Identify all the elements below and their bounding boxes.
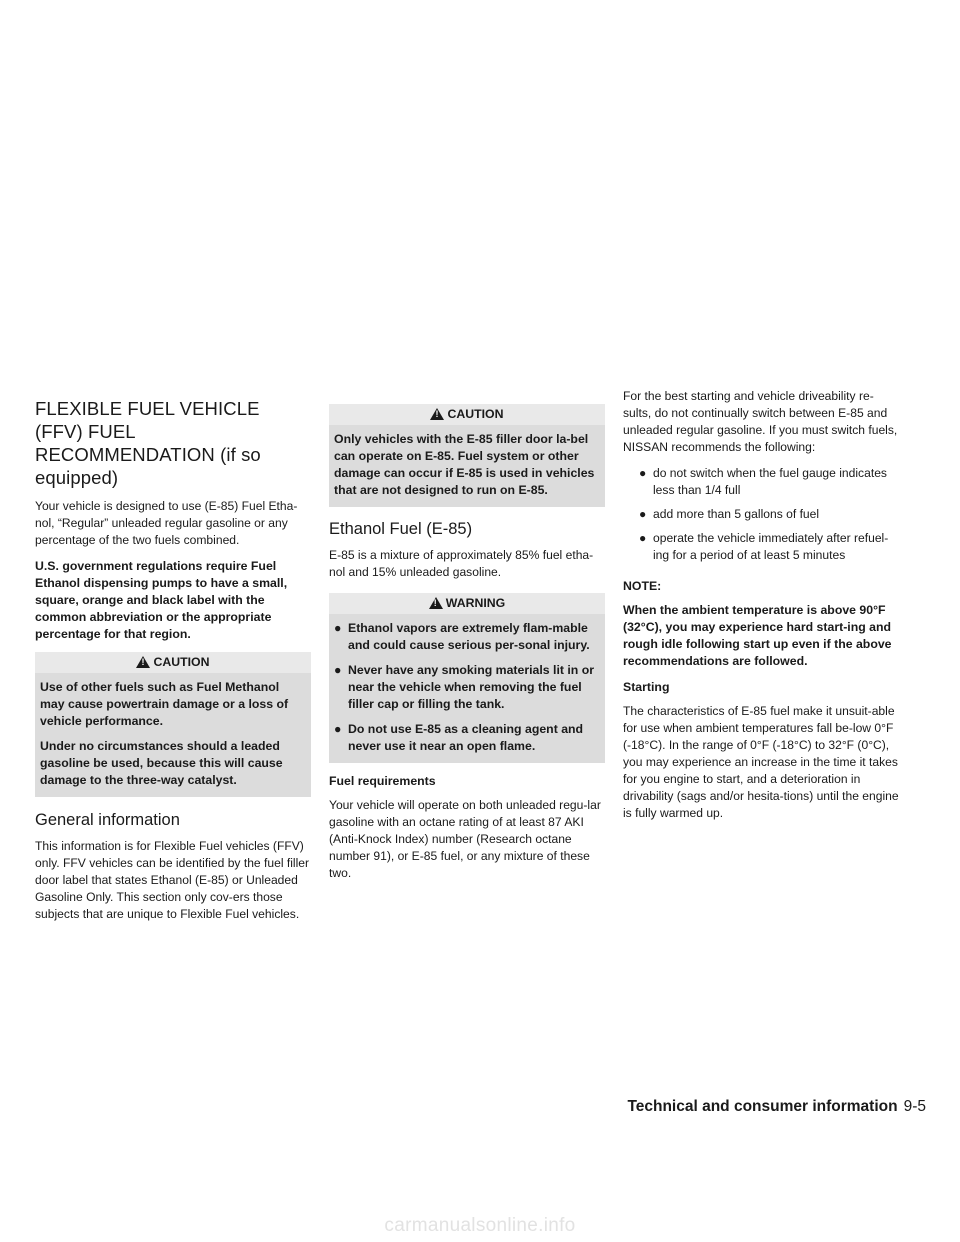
ethanol-title: Ethanol Fuel (E-85) [329, 520, 473, 538]
general-info-title: General information [35, 811, 180, 829]
driveability-list [623, 465, 899, 564]
section-title-line2: RECOMMENDATION (if so equipped) [35, 444, 261, 488]
list-item: ● do not switch when the fuel gauge indicates less than 1/4 full [639, 466, 887, 497]
warning-body [329, 614, 605, 763]
column-right [623, 388, 899, 831]
column-left [35, 397, 311, 932]
chapter-title: Technical and consumer information [627, 1098, 898, 1115]
section-title [35, 397, 311, 489]
bullet-icon: ● [639, 531, 647, 545]
regulation-paragraph: U.S. government regulations require Fuel Ethanol dispensing pumps to have a small, square, orange and black label with the common abbreviation or the appropriate percentage for that region. [35, 559, 288, 641]
fuel-requirements-paragraph: Your vehicle will operate on both unleaded regu-lar gasoline with an octane rating of at least 87 AKI (Anti-Knock Index) number (Research octane number 91), or E-85 fuel, or any mixture of these two. [329, 798, 601, 880]
caution-body [329, 425, 605, 507]
warning-box [329, 593, 605, 763]
caution-box-fuel [35, 652, 311, 797]
list-item: ● operate the vehicle immediately after refuel-ing for a period of at least 5 minutes [639, 531, 889, 562]
list-item: ● add more than 5 gallons of fuel [639, 507, 820, 521]
bullet-icon: ● [639, 507, 647, 521]
bullet-icon: ● [639, 466, 647, 480]
starting-paragraph: The characteristics of E-85 fuel make it unsuit-able for use when ambient temperatures fall be-low 0°F (-18°C). In the range of 0°F (-18°C) to 32°F (0°C), you may experience an increase in the time it takes for you engine to start, and a deterioration in drivability (sags and/or hesita-tions) until the engine is fully warmed up. [623, 704, 899, 820]
warning-header: !WARNING [329, 593, 605, 614]
warning-item: ● Never have any smoking materials lit in or near the vehicle when removing the fuel filler cap or filling the tank. [334, 663, 595, 711]
page-number: 9-5 [903, 1098, 926, 1115]
page-footer [586, 1098, 926, 1116]
warning-item: ● Ethanol vapors are extremely flam-mable and could cause serious per-sonal injury. [334, 621, 590, 652]
warning-triangle-icon [429, 597, 443, 609]
intro-paragraph: Your vehicle is designed to use (E-85) Fuel Etha-nol, “Regular” unleaded regular gasoline or any percentage of the two fuels combined. [35, 499, 298, 547]
general-info-paragraph: This information is for Flexible Fuel vehicles (FFV) only. FFV vehicles can be identified by the fuel filler door label that states Ethanol (E-85) or Unleaded Gasoline Only. This section only cov-ers those subjects that are unique to Flexible Fuel vehicles. [35, 839, 310, 921]
bullet-icon: ● [334, 722, 342, 736]
caution-body [35, 673, 311, 797]
bullet-icon: ● [334, 621, 342, 635]
caution-header: !CAUTION [329, 404, 605, 425]
note-label: NOTE: [623, 579, 662, 593]
column-middle [329, 404, 605, 891]
caution-paragraph: Only vehicles with the E-85 filler door la-bel can operate on E-85. Fuel system or other damage can occur if E-85 is used in vehicles that are not designed to run on E-85. [334, 432, 595, 497]
fuel-requirements-title: Fuel requirements [329, 774, 436, 788]
watermark-text: carmanualsonline.info [384, 1215, 576, 1236]
ethanol-paragraph: E-85 is a mixture of approximately 85% fuel etha-nol and 15% unleaded gasoline. [329, 548, 594, 579]
caution-box-filler-door [329, 404, 605, 507]
warning-triangle-icon [136, 656, 150, 668]
caution-paragraph: Under no circumstances should a leaded gasoline be used, because this will cause damage to the three-way catalyst. [40, 739, 283, 787]
caution-paragraph: Use of other fuels such as Fuel Methanol may cause powertrain damage or a loss of vehicle performance. [40, 680, 289, 728]
warning-triangle-icon [430, 408, 444, 420]
note-paragraph: When the ambient temperature is above 90°F (32°C), you may experience hard start-ing and rough idle following start up even if the above recommendations are followed. [623, 603, 892, 668]
starting-title: Starting [623, 680, 670, 694]
bullet-icon: ● [334, 663, 342, 677]
warning-item: ● Do not use E-85 as a cleaning agent and never use it near an open flame. [334, 722, 584, 753]
section-title-line1: FLEXIBLE FUEL VEHICLE (FFV) FUEL [35, 398, 260, 442]
caution-header: !CAUTION [35, 652, 311, 673]
driveability-paragraph: For the best starting and vehicle driveability re-sults, do not continually switch between E-85 and unleaded regular gasoline. If you must switch fuels, NISSAN recommends the following: [623, 389, 898, 454]
